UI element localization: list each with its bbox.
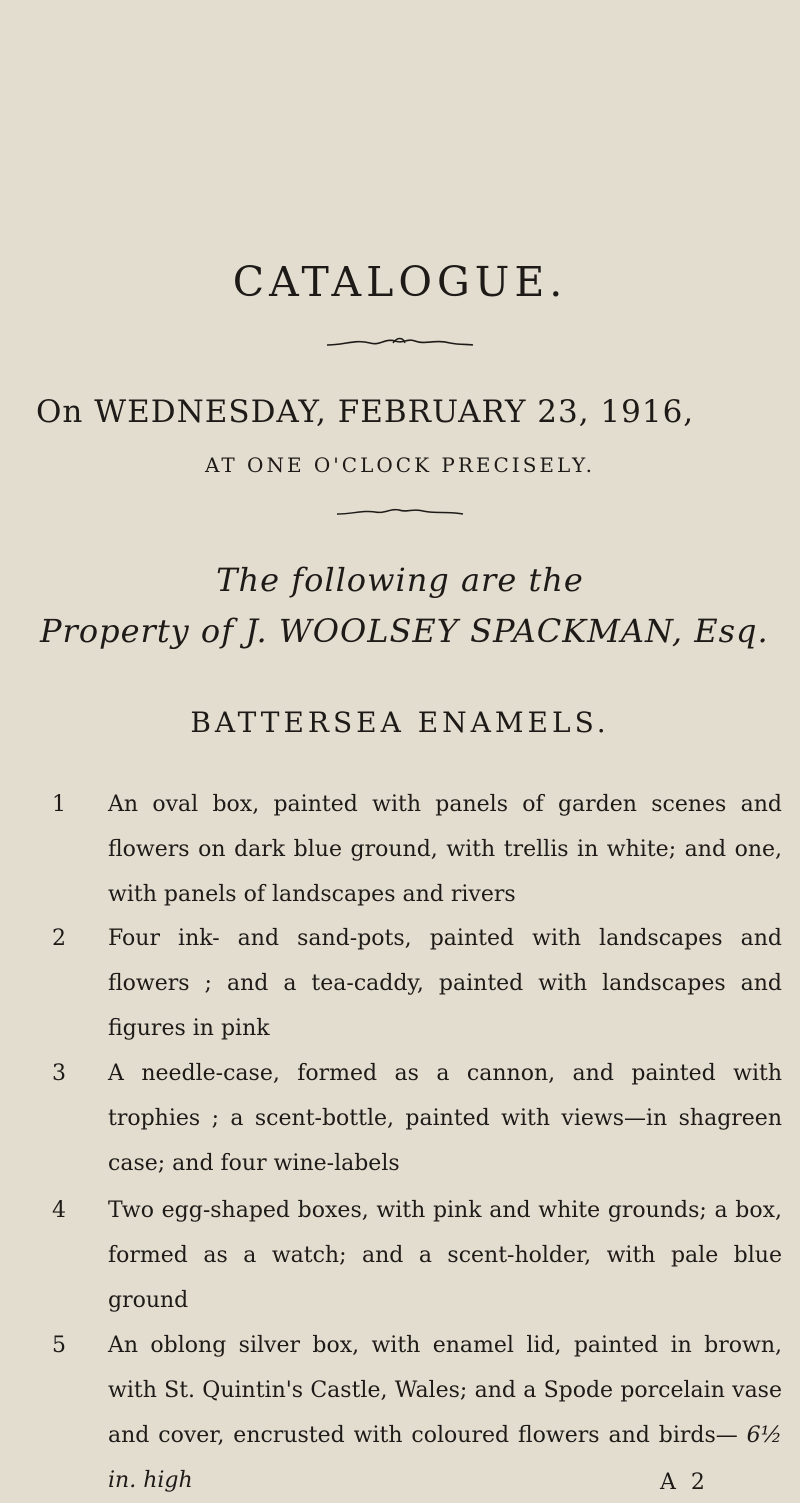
intro-line: The following are the	[216, 561, 584, 599]
lot-item	[52, 1051, 792, 1186]
lot-number: 2	[52, 926, 66, 951]
section-title: BATTERSEA ENAMELS.	[190, 706, 610, 739]
lot-description-text: An oblong silver box, with enamel lid, painted in brown, with St. Quintin's Castle, Wales; and a Spode porcelain vase and cover, encrusted with coloured flowers and birds—	[108, 1333, 782, 1448]
sale-date: On WEDNESDAY, FEBRUARY 23, 1916,	[36, 394, 695, 430]
lot-item	[52, 916, 792, 1051]
lot-description: Four ink- and sand-pots, painted with landscapes and flowers ; and a tea-caddy, painted with landscapes and figures in pink	[108, 926, 782, 1041]
lot-item	[52, 1188, 792, 1323]
flourish-icon	[335, 505, 465, 519]
signature-mark: A 2	[660, 1470, 709, 1495]
sale-time: AT ONE O'CLOCK PRECISELY.	[205, 453, 595, 477]
lot-item	[52, 782, 792, 917]
flourish-icon	[325, 335, 475, 351]
lot-description: Two egg-shaped boxes, with pink and white grounds; a box, formed as a watch; and a scent-holder, with pale blue ground	[108, 1198, 782, 1313]
lot-number: 4	[52, 1198, 66, 1223]
catalogue-title: CATALOGUE.	[232, 258, 568, 306]
lot-height: 6½ in. high	[108, 1423, 782, 1493]
owner-line: Property of J. WOOLSEY SPACKMAN, Esq.	[40, 612, 769, 650]
ornament-divider-top	[0, 335, 800, 355]
lot-number: 3	[52, 1061, 66, 1086]
ornament-divider-bottom	[0, 504, 800, 523]
lot-description: A needle-case, formed as a cannon, and painted with trophies ; a scent-bottle, painted with views—in shagreen case; and four wine-labels	[108, 1061, 782, 1176]
lot-number: 1	[52, 792, 66, 817]
lot-number: 5	[52, 1333, 66, 1358]
lot-description: An oval box, painted with panels of garden scenes and flowers on dark blue ground, with trellis in white; and one, with panels of landscapes and rivers	[108, 792, 782, 907]
